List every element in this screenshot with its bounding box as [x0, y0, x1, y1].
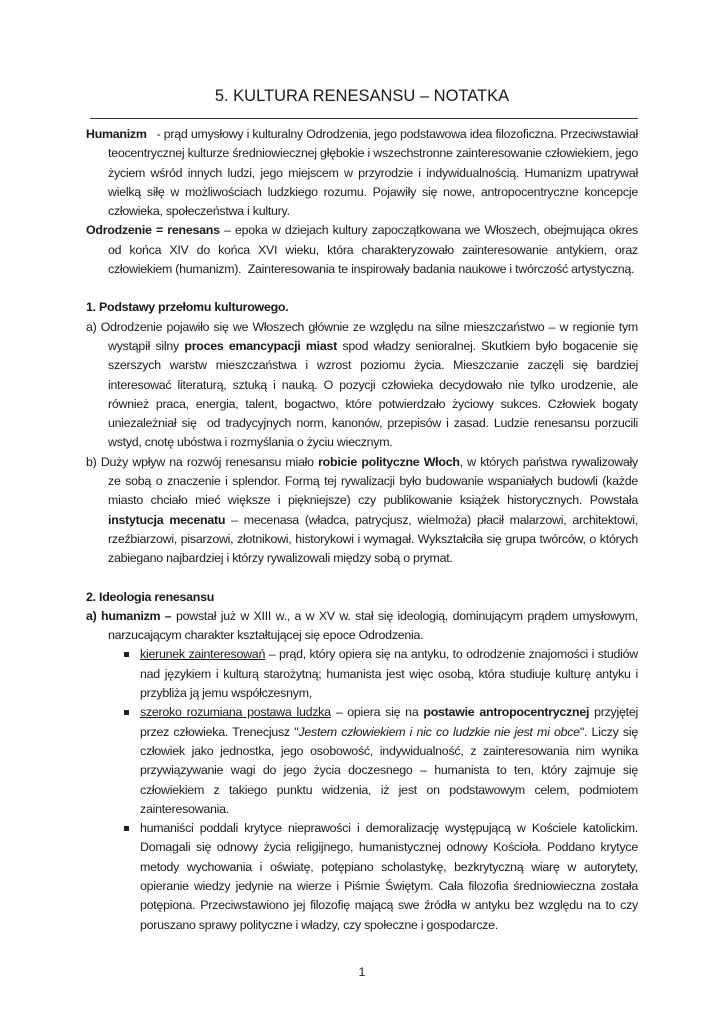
text: – opiera się na	[330, 705, 424, 720]
bold-text: postawie antropocentrycznej	[423, 705, 590, 720]
text: b) Duży wpływ na rozwój renesansu miało	[86, 454, 319, 469]
paragraph-b	[86, 453, 638, 569]
bullet-icon	[124, 710, 129, 715]
bullet-icon	[124, 826, 129, 831]
bullet-list	[86, 645, 638, 934]
bold-text: a) humanizm –	[86, 608, 172, 623]
text: humaniści poddali krytyce nieprawości i demoralizację występującą w Kościele katolickim. Domagali się odnowy życia religijnego, humanistycznej odnowy Kościoła. Poddano krytyce metody wychowania i oświatę, potępiano scholastykę, bezkrytyczną wiarę w autorytety, opieranie wiedzy jedynie na wierze i Piśmie Świętym. Cała filozofia średniowieczna została potępiona. Przeciwstawiono jej filozofię mającą swe źródła w antyku bez względu na to czy poruszano sprawy polityczne i władzy, czy społeczne i gospodarcze.	[140, 821, 638, 932]
bold-text: instytucja mecenatu	[108, 512, 226, 527]
bold-text: proces emancypacji miast	[184, 338, 338, 353]
definition-humanizm	[86, 125, 642, 221]
text: , w których państwa rywalizowały ze sobą o znaczenie i splendor. Formą tej rywalizacji było budowanie wspaniałych budowli (każde miasto chciało mieć większe i piękniejsze) czy publikowanie książek historycznych. Powstała	[108, 454, 638, 508]
text: – mecenasa (władca, patrycjusz, wielmoża) płacił malarzowi, architektowi, rzeźbiarzowi, pisarzowi, złotnikowi, historykowi i wymagał. Wykształciła się grupa twórców, o których zabiegano najbardziej i którzy rywalizowali między sobą o prymat.	[108, 512, 638, 566]
paragraph-a	[86, 607, 638, 646]
page-number: 1	[358, 964, 366, 979]
document-page	[86, 0, 642, 982]
underlined-text: kierunek zainteresowań	[140, 647, 266, 662]
bold-text: robicie polityczne Włoch	[318, 454, 460, 469]
quote-text: Jestem człowiekiem i nic co ludzkie nie jest mi obce	[298, 724, 580, 739]
title-divider	[90, 110, 638, 119]
text: a) Odrodzenie pojawiło się we Włoszech głównie ze względu na silne mieszczaństwo – w regionie tym wystąpił silny	[86, 319, 638, 353]
text: – prąd, który opiera się na antyku, to odrodzenie znajomości i studiów nad językiem i kulturą starożytną; humanista jest więc osobą, która studiuje kulturę antyku i przybliża ją jemu współczesnym,	[140, 647, 638, 701]
underlined-text: szeroko rozumiana postawa ludzka	[140, 705, 331, 720]
document-title: 5. KULTURA RENESANSU – NOTATKA	[214, 87, 510, 105]
text: powstał już w XIII w., a w XV w. stał się ideologią, dominującym prądem umysłowym, narzucającym charakter kształtującej się epoce Odrodzenia.	[108, 608, 638, 643]
list-item	[86, 819, 638, 935]
section-heading: 2. Ideologia renesansu	[86, 589, 215, 604]
text: ". Liczy się człowiek jako jednostka, jego osobowość, indywidualność, z zainteresowania nim wynika przywiązywanie wagi do jego życia doczesnego – humanista to ten, który zajmuje się człowiekiem z takiego punktu widzenia, iż jest on podstawowym celem, podmiotem zainteresowania.	[140, 724, 638, 816]
definition-odrodzenie	[86, 221, 642, 279]
list-item	[86, 703, 638, 819]
bullet-icon	[124, 652, 129, 657]
definition-text: – epoka w dziejach kultury zapoczątkowana we Włoszech, obejmująca okres od końca XIV do końca XVI wieku, która charakteryzowało zainteresowanie antykiem, oraz człowiekiem (humanizm). Zainteresowania te inspirowały badania naukowe i twórczość artystyczną.	[108, 223, 642, 277]
section-heading: 1. Podstawy przełomu kulturowego.	[86, 300, 289, 315]
definition-text: - prąd umysłowy i kulturalny Odrodzenia, jego podstawowa idea filozoficzna. Przeciwstawiał teocentrycznej kulturze średniowiecznej głębokie i wszechstronne zainteresowanie człowiekiem, jego życiem wśród innych ludzi, jego miejscem w przyrodzie i indywidualnością. Humanizm upatrywał wielką siłę w możliwościach ludzkiego rozumu. Pojawiły się nowe, antropocentryczne koncepcje człowieka, społeczeństwa i kultury.	[108, 127, 642, 219]
paragraph-a	[86, 318, 642, 453]
term: Odrodzenie = renesans	[86, 223, 220, 238]
text: spod władzy senioralnej. Skutkiem było bogacenie się szerszych warstw mieszczaństwa i wzrost poziomu życia. Mieszczanie zaczęli się bardziej interesować literaturą, sztuką i nauką. O pozycji człowieka decydowało nie tylko urodzenie, ale również praca, energia, talent, bogactwo, które potwierdzało życiowy sukces. Człowiek bogaty uniezależniał się od tradycyjnych norm, kanonów, przepisów i zasad. Ludzie renesansu porzucili wstyd, cnotę ubóstwa i rozmyślania o życiu wiecznym.	[108, 338, 642, 450]
term: Humanizm	[86, 127, 147, 141]
text: przyjętej przez człowieka. Trenecjusz "	[140, 705, 638, 739]
list-item	[86, 645, 638, 703]
